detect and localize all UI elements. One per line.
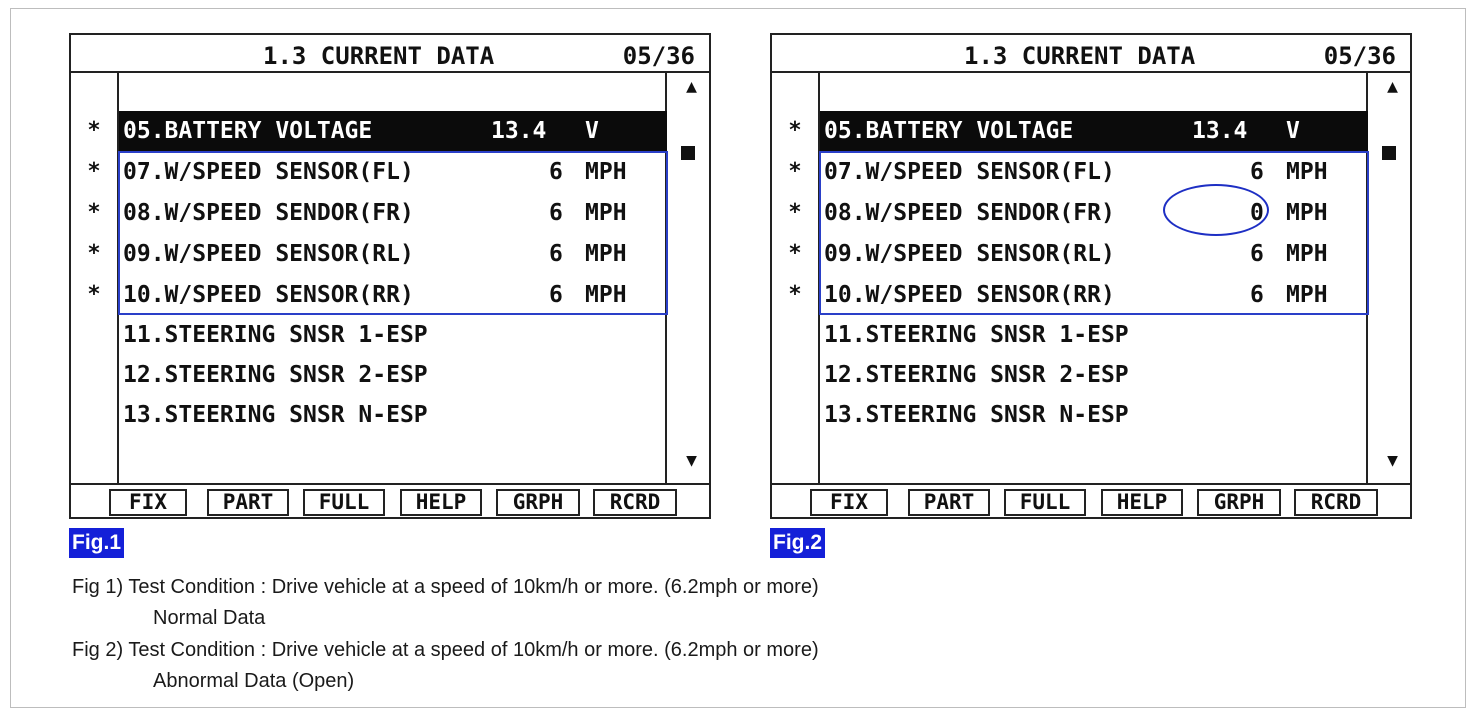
- screen-title: 1.3 CURRENT DATA: [964, 42, 1196, 70]
- row-name: 09.W/SPEED SENSOR(RL): [123, 241, 414, 267]
- selected-mark: *: [87, 241, 101, 266]
- page-indicator: 05/36: [1323, 42, 1396, 70]
- row-unit: V: [1286, 118, 1300, 144]
- row-name: 11.STEERING SNSR 1-ESP: [824, 322, 1129, 348]
- wheel-speed-group-box: [118, 151, 668, 315]
- data-list: [772, 73, 1410, 485]
- row-name: 09.W/SPEED SENSOR(RL): [824, 241, 1115, 267]
- row-unit: MPH: [1286, 159, 1328, 185]
- row-unit: V: [585, 118, 599, 144]
- row-name: 07.W/SPEED SENSOR(FL): [824, 159, 1115, 185]
- row-value-abnormal: 0: [1250, 200, 1264, 226]
- function-button-bar: [772, 487, 1410, 519]
- grph-button[interactable]: GRPH: [1197, 489, 1281, 516]
- row-value: 6: [1250, 159, 1264, 185]
- triangle-down-icon[interactable]: ▼: [686, 450, 697, 471]
- data-row[interactable]: [119, 355, 667, 395]
- row-name: 07.W/SPEED SENSOR(FL): [123, 159, 414, 185]
- row-name: 10.W/SPEED SENSOR(RR): [123, 282, 414, 308]
- row-value: 6: [549, 241, 563, 267]
- caption-fig1-condition: Fig 1) Test Condition : Drive vehicle at a speed of 10km/h or more. (6.2mph or more): [72, 576, 819, 598]
- row-unit: MPH: [585, 200, 627, 226]
- square-icon[interactable]: [681, 146, 695, 160]
- row-name: 12.STEERING SNSR 2-ESP: [123, 362, 428, 388]
- row-name: 05.BATTERY VOLTAGE: [824, 118, 1074, 144]
- caption-fig2-condition: Fig 2) Test Condition : Drive vehicle at a speed of 10km/h or more. (6.2mph or more): [72, 639, 819, 661]
- screen-header: [71, 35, 709, 73]
- page-indicator: 05/36: [622, 42, 695, 70]
- data-row[interactable]: [820, 355, 1368, 395]
- row-unit: MPH: [1286, 241, 1328, 267]
- selected-mark: *: [87, 118, 101, 143]
- rcrd-button[interactable]: RCRD: [593, 489, 677, 516]
- row-name: 12.STEERING SNSR 2-ESP: [824, 362, 1129, 388]
- data-list: [71, 73, 709, 485]
- fig-label: Fig.1: [69, 528, 124, 558]
- row-name: 13.STEERING SNSR N-ESP: [123, 402, 428, 428]
- help-button[interactable]: HELP: [400, 489, 482, 516]
- function-button-bar: [71, 487, 709, 519]
- data-row[interactable]: [820, 315, 1368, 355]
- data-row-highlighted[interactable]: [820, 111, 1368, 151]
- triangle-up-icon[interactable]: ▲: [686, 76, 697, 97]
- abnormal-value-circle: [1163, 184, 1269, 236]
- part-button[interactable]: PART: [908, 489, 990, 516]
- scanner-screen-fig1: [69, 33, 711, 519]
- row-name: 08.W/SPEED SENDOR(FR): [123, 200, 414, 226]
- row-value: 6: [1250, 282, 1264, 308]
- selected-mark: *: [87, 200, 101, 225]
- fix-button[interactable]: FIX: [109, 489, 187, 516]
- rcrd-button[interactable]: RCRD: [1294, 489, 1378, 516]
- row-name: 05.BATTERY VOLTAGE: [123, 118, 373, 144]
- row-value: 6: [549, 282, 563, 308]
- row-name: 10.W/SPEED SENSOR(RR): [824, 282, 1115, 308]
- row-name: 11.STEERING SNSR 1-ESP: [123, 322, 428, 348]
- row-unit: MPH: [585, 241, 627, 267]
- row-value: 13.4: [491, 118, 547, 144]
- selected-mark: *: [788, 159, 802, 184]
- wheel-speed-group-box: [819, 151, 1369, 315]
- grph-button[interactable]: GRPH: [496, 489, 580, 516]
- row-value: 6: [1250, 241, 1264, 267]
- data-row[interactable]: [119, 395, 667, 435]
- data-row[interactable]: [119, 315, 667, 355]
- row-unit: MPH: [1286, 282, 1328, 308]
- row-unit: MPH: [1286, 200, 1328, 226]
- fig-label: Fig.2: [770, 528, 825, 558]
- row-name: 08.W/SPEED SENDOR(FR): [824, 200, 1115, 226]
- selected-mark: *: [788, 200, 802, 225]
- row-value: 13.4: [1192, 118, 1248, 144]
- help-button[interactable]: HELP: [1101, 489, 1183, 516]
- selected-mark: *: [788, 118, 802, 143]
- fix-button[interactable]: FIX: [810, 489, 888, 516]
- selected-mark: *: [87, 282, 101, 307]
- row-unit: MPH: [585, 159, 627, 185]
- caption-fig1-result: Normal Data: [153, 607, 266, 629]
- full-button[interactable]: FULL: [303, 489, 385, 516]
- row-value: 6: [549, 200, 563, 226]
- part-button[interactable]: PART: [207, 489, 289, 516]
- scanner-screen-fig2: [770, 33, 1412, 519]
- caption-fig2-result: Abnormal Data (Open): [153, 670, 355, 692]
- selected-mark: *: [788, 282, 802, 307]
- full-button[interactable]: FULL: [1004, 489, 1086, 516]
- triangle-up-icon[interactable]: ▲: [1387, 76, 1398, 97]
- square-icon[interactable]: [1382, 146, 1396, 160]
- row-value: 6: [549, 159, 563, 185]
- selected-mark: *: [788, 241, 802, 266]
- selected-mark: *: [87, 159, 101, 184]
- row-unit: MPH: [585, 282, 627, 308]
- row-name: 13.STEERING SNSR N-ESP: [824, 402, 1129, 428]
- data-row[interactable]: [820, 395, 1368, 435]
- triangle-down-icon[interactable]: ▼: [1387, 450, 1398, 471]
- data-row-highlighted[interactable]: [119, 111, 667, 151]
- screen-header: [772, 35, 1410, 73]
- screen-title: 1.3 CURRENT DATA: [263, 42, 495, 70]
